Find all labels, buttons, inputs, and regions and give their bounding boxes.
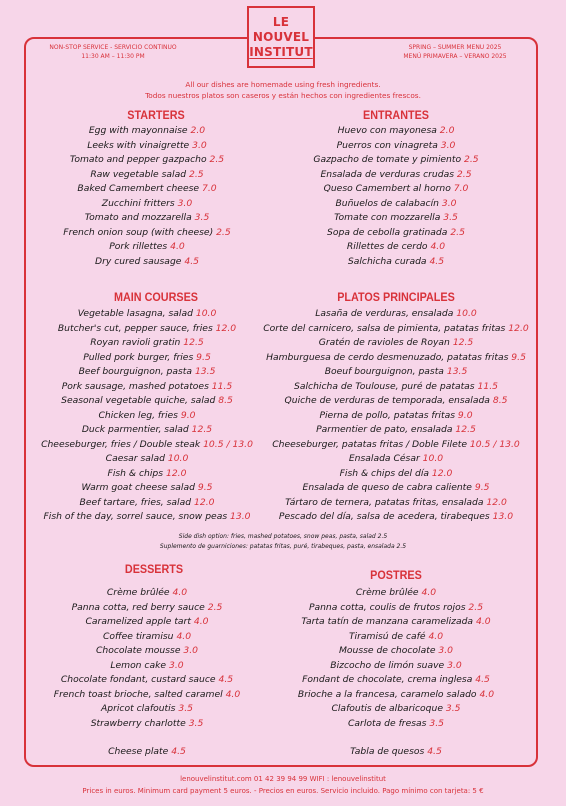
- menu-item-name: Fondant de chocolate, crema inglesa: [302, 674, 476, 685]
- platos-principales-list: [255, 307, 537, 525]
- menu-item: [0, 644, 294, 659]
- menu-item: [255, 394, 537, 409]
- main-courses-list: [0, 307, 294, 525]
- menu-item-name: Tabla de quesos: [350, 746, 428, 757]
- menu-item: [255, 365, 537, 380]
- menu-item: [0, 409, 294, 424]
- menu-item: [0, 182, 294, 197]
- menu-item-price: 2.5: [207, 601, 223, 613]
- menu-item: [0, 630, 294, 645]
- menu-item-price: 10.0: [195, 308, 217, 319]
- menu-item: [0, 438, 294, 453]
- intro-text: [60, 79, 506, 101]
- menu-item-price: 3.5: [178, 703, 194, 714]
- menu-item-price: 12.5: [452, 337, 474, 348]
- menu-item-price: 12.0: [431, 467, 453, 479]
- menu-item-name: Pork rillettes: [109, 241, 171, 252]
- menu-item-name: Crème brûlée: [106, 587, 173, 598]
- menu-item: [255, 211, 537, 226]
- menu-item-price: 13.5: [194, 366, 216, 377]
- menu-item-price: 3.0: [447, 659, 462, 671]
- menu-item-name: Cheeseburger, fries / Double steak: [41, 438, 204, 450]
- menu-item: [0, 586, 294, 601]
- menu-item-name: Tarta tatín de manzana caramelizada: [301, 616, 476, 627]
- section-title-entrantes: ENTRANTES: [362, 108, 430, 122]
- menu-item: [0, 394, 294, 409]
- menu-item-price: 4.0: [193, 616, 209, 627]
- menu-item: [255, 336, 537, 351]
- menu-item-name: Queso Camembert al horno: [323, 183, 454, 194]
- menu-item-name: Lemon cake: [110, 659, 170, 671]
- menu-item: [255, 745, 537, 760]
- menu-item: [255, 659, 537, 674]
- menu-item-name: Tártaro de ternera, patatas fritas, ensalada: [285, 496, 487, 508]
- footer-contact: lenouvelinstitut.com 01 42 39 94 99 WIFI : lenouvelinstitut: [180, 775, 386, 783]
- restaurant-logo: [247, 6, 315, 68]
- menu-item-name: Zucchini fritters: [101, 197, 178, 209]
- menu-item-price: 3.5: [194, 212, 210, 223]
- menu-item-price: 10.0: [456, 308, 477, 319]
- menu-item: [255, 702, 537, 717]
- menu-item-name: Corte del carnicero, salsa de pimienta, patatas fritas: [263, 322, 509, 334]
- menu-item-name: Tomato and mozzarella: [84, 212, 195, 223]
- intro-es: Todos nuestros platos son caseros y están hechos con ingredientes frescos.: [145, 91, 421, 101]
- menu-item: [255, 153, 537, 168]
- menu-item-name: Gazpacho de tomate y pimiento: [313, 154, 465, 165]
- menu-item-name: Fish & chips: [107, 467, 166, 479]
- menu-item: [255, 601, 537, 616]
- menu-item-price: 4.0: [176, 630, 192, 642]
- menu-item: [0, 673, 294, 688]
- menu-item: [255, 644, 537, 659]
- menu-item-name: Quiche de verduras de temporada, ensalada: [284, 395, 493, 406]
- menu-item-price: 3.0: [438, 645, 454, 656]
- menu-item-price: 4.0: [172, 587, 188, 598]
- menu-item-name: Duck parmentier, salad: [81, 424, 192, 435]
- menu-item-name: Puerros con vinagreta: [336, 139, 441, 151]
- menu-item-name: Parmentier de pato, ensalada: [316, 424, 456, 435]
- menu-item-name: Chocolate fondant, custard sauce: [60, 674, 219, 685]
- menu-item-price: 3.0: [441, 197, 457, 209]
- menu-item: [0, 423, 294, 438]
- menu-item-price: 3.0: [169, 659, 184, 671]
- menu-item-name: Leeks with vinaigrette: [87, 139, 193, 151]
- menu-item-name: Panna cotta, coulis de frutos rojos: [308, 601, 469, 613]
- menu-item-price: 3.5: [188, 717, 204, 729]
- menu-item-name: Beef bourguignon, pasta: [78, 366, 195, 377]
- menu-item-name: Pescado del día, salsa de acedera, tirabeques: [278, 511, 493, 522]
- menu-item-price: 11.5: [211, 380, 233, 392]
- menu-item-price: 13.0: [492, 511, 514, 522]
- menu-item-name: Tomate con mozzarella: [334, 212, 444, 223]
- section-title-desserts: DESSERTS: [124, 562, 184, 576]
- menu-item-name: Panna cotta, red berry sauce: [71, 601, 208, 613]
- menu-item: [255, 182, 537, 197]
- menu-season: [385, 43, 525, 61]
- menu-item-name: Ensalada César: [348, 453, 423, 464]
- menu-item-price: 9.5: [474, 482, 490, 493]
- menu-item: [0, 124, 294, 139]
- menu-item: [0, 255, 294, 270]
- season-en: SPRING – SUMMER MENU 2025: [408, 44, 502, 51]
- menu-item-name: Ensalada de verduras crudas: [320, 168, 457, 180]
- menu-item: [0, 168, 294, 183]
- menu-item-name: Butcher's cut, pepper sauce, fries: [57, 322, 216, 334]
- menu-item: [255, 586, 537, 601]
- postres-list: [255, 586, 537, 760]
- menu-item: [255, 481, 537, 496]
- menu-item-name: Fish & chips del día: [339, 467, 432, 479]
- menu-item-name: Salchicha de Toulouse, puré de patatas: [294, 380, 478, 392]
- menu-item-price: 4.0: [170, 241, 185, 252]
- menu-item: [0, 615, 294, 630]
- menu-item: [0, 688, 294, 703]
- section-title-platos-principales: PLATOS PRINCIPALES: [337, 290, 455, 304]
- desserts-list: [0, 586, 294, 760]
- menu-item: [0, 702, 294, 717]
- menu-item-name: Coffee tiramisu: [102, 630, 177, 642]
- service-hours-value: 11:30 AM – 11:30 PM: [81, 53, 145, 60]
- menu-item-name: Cheeseburger, patatas fritas / Doble Filete: [272, 438, 470, 450]
- menu-item-name: Fish of the day, sorrel sauce, snow peas: [43, 511, 231, 522]
- service-label: NON-STOP SERVICE - SERVICIO CONTINUO: [49, 44, 177, 51]
- menu-item-price: 7.0: [453, 183, 469, 194]
- menu-item-name: Royan ravioli gratin: [90, 337, 184, 348]
- menu-item-price: 3.5: [445, 703, 461, 714]
- menu-item: [0, 336, 294, 351]
- menu-item-name: Vegetable lasagna, salad: [77, 308, 196, 319]
- menu-item: [255, 409, 537, 424]
- menu-item-name: French toast brioche, salted caramel: [53, 688, 226, 700]
- section-title-postres: POSTRES: [370, 568, 422, 582]
- menu-item: [0, 467, 294, 482]
- menu-item-price: 2.5: [450, 226, 465, 238]
- menu-item: [255, 423, 537, 438]
- menu-item-name: Salchicha curada: [347, 255, 430, 267]
- menu-item-price: 2.5: [209, 154, 225, 165]
- menu-item-price: 9.0: [457, 409, 473, 421]
- menu-item: [0, 481, 294, 496]
- menu-item: [0, 153, 294, 168]
- menu-item: [0, 659, 294, 674]
- menu-item: [255, 380, 537, 395]
- menu-item-name: Crème brûlée: [355, 587, 422, 598]
- menu-item-name: Carlota de fresas: [348, 717, 430, 729]
- menu-item: [255, 255, 537, 270]
- menu-item-price: 13.5: [446, 366, 468, 377]
- intro-en: All our dishes are homemade using fresh ingredients.: [185, 80, 381, 89]
- menu-item-name: Chicken leg, fries: [98, 409, 181, 421]
- menu-item: [255, 226, 537, 241]
- menu-item: [255, 438, 537, 453]
- menu-item: [0, 211, 294, 226]
- menu-item-price: 10.5 / 13.0: [203, 438, 253, 450]
- section-title-starters: STARTERS: [127, 108, 185, 122]
- menu-item-price: 8.5: [492, 395, 508, 406]
- menu-item-name: Huevo con mayonesa: [337, 125, 440, 136]
- menu-item-price: 3.0: [440, 139, 456, 151]
- menu-item-name: Apricot clafoutis: [100, 703, 179, 714]
- menu-item: [255, 673, 537, 688]
- menu-item-name: Boeuf bourguignon, pasta: [324, 366, 447, 377]
- menu-item: [0, 240, 294, 255]
- menu-item-price: 9.0: [180, 409, 196, 421]
- menu-item-price: 2.5: [468, 601, 484, 613]
- menu-item: [0, 510, 294, 525]
- menu-item-name: Mousse de chocolate: [338, 645, 439, 656]
- menu-item-price: 12.0: [508, 322, 529, 334]
- menu-item: [255, 467, 537, 482]
- menu-item-price: 12.0: [165, 467, 187, 479]
- menu-item-price: 2.0: [439, 125, 455, 136]
- menu-item: [0, 307, 294, 322]
- menu-item: [255, 307, 537, 322]
- menu-item-name: Strawberry charlotte: [90, 717, 189, 729]
- menu-item: [0, 322, 294, 337]
- menu-item-price: 10.0: [167, 453, 189, 464]
- menu-item-price: 9.5: [196, 351, 211, 363]
- side-note-en: Side dish option: fries, mashed potatoes, snow peas, pasta, salad 2.5: [178, 533, 388, 540]
- menu-item: [0, 717, 294, 732]
- menu-item-price: 10.5 / 13.0: [469, 438, 520, 450]
- menu-item-name: Gratén de ravioles de Royan: [318, 337, 453, 348]
- menu-item-price: 8.5: [218, 395, 233, 406]
- menu-item-name: Pierna de pollo, patatas fritas: [319, 409, 458, 421]
- menu-item: [0, 380, 294, 395]
- menu-item-price: 4.5: [427, 746, 442, 757]
- menu-item-price: 3.0: [177, 197, 193, 209]
- menu-item-name: Rillettes de cerdo: [346, 241, 431, 252]
- menu-item: [0, 365, 294, 380]
- footer-payment: Prices in euros. Minimum card payment 5 euros. - Precios en euros. Servicio incluido. Pago mínimo con tarjeta: 5 €: [82, 787, 484, 795]
- menu-item-price: 9.5: [511, 351, 526, 363]
- menu-item-price: 3.0: [192, 139, 207, 151]
- menu-item-price: 4.5: [475, 674, 490, 685]
- menu-item-name: Pulled pork burger, fries: [83, 351, 197, 363]
- menu-item-name: Egg with mayonnaise: [88, 125, 191, 136]
- menu-item-name: Chocolate mousse: [95, 645, 184, 656]
- menu-item: [255, 630, 537, 645]
- menu-item: [255, 197, 537, 212]
- menu-item-price: 12.5: [455, 424, 476, 435]
- menu-item: [255, 452, 537, 467]
- menu-item-name: Sopa de cebolla gratinada: [327, 226, 451, 238]
- menu-item: [255, 124, 537, 139]
- menu-item-name: Caramelized apple tart: [85, 616, 194, 627]
- menu-item-name: Pork sausage, mashed potatoes: [61, 380, 212, 392]
- menu-item-price: 4.0: [428, 630, 444, 642]
- starters-list: [0, 124, 294, 269]
- menu-item-price: 13.0: [230, 511, 251, 522]
- menu-item-name: French onion soup (with cheese): [63, 226, 217, 238]
- menu-item-price: 12.5: [191, 424, 213, 435]
- menu-item-price: 3.0: [183, 645, 199, 656]
- menu-item-name: Cheese plate: [108, 746, 172, 757]
- season-es: MENÚ PRIMAVERA – VERANO 2025: [403, 53, 507, 60]
- menu-item: [255, 496, 537, 511]
- menu-item-name: Hamburguesa de cerdo desmenuzado, patatas fritas: [266, 351, 512, 363]
- menu-item-price: 4.0: [479, 688, 495, 700]
- side-note-es: Suplemento de guarniciones: patatas fritas, puré, tirabeques, pasta, ensalada 2.5: [159, 543, 407, 550]
- menu-item: [0, 351, 294, 366]
- menu-item-price: 2.5: [456, 168, 472, 180]
- menu-item: [0, 197, 294, 212]
- menu-item-name: Buñuelos de calabacín: [335, 197, 442, 209]
- menu-item-price: 2.5: [216, 226, 231, 238]
- menu-item-name: Ensalada de queso de cabra caliente: [302, 482, 475, 493]
- menu-item-price: 12.0: [194, 496, 215, 508]
- menu-item-price: 10.0: [422, 453, 444, 464]
- menu-item: [0, 226, 294, 241]
- side-dish-note: [60, 532, 506, 552]
- menu-item-price: 2.5: [188, 168, 204, 180]
- menu-item-price: 4.5: [171, 746, 186, 757]
- menu-item-price: 4.5: [429, 255, 445, 267]
- menu-item-price: 9.5: [197, 482, 213, 493]
- menu-item: [255, 717, 537, 732]
- menu-item: [255, 351, 537, 366]
- menu-item-name: Seasonal vegetable quiche, salad: [61, 395, 219, 406]
- menu-item-name: Brioche a la francesa, caramelo salado: [297, 688, 480, 700]
- menu-item-price: 12.0: [486, 496, 507, 508]
- menu-item: [255, 139, 537, 154]
- menu-item-price: 4.0: [421, 587, 437, 598]
- menu-item-price: 4.0: [225, 688, 241, 700]
- service-hours: [38, 43, 188, 61]
- menu-item-name: Tiramisú de café: [348, 630, 429, 642]
- menu-item-name: Baked Camembert cheese: [77, 183, 202, 194]
- menu-item-price: 3.5: [429, 717, 444, 729]
- menu-item-name: Clafoutis de albaricoque: [331, 703, 446, 714]
- menu-item: [0, 601, 294, 616]
- section-title-main-courses: MAIN COURSES: [113, 290, 199, 304]
- menu-item-price: 4.0: [430, 241, 446, 252]
- menu-item-price: 11.5: [477, 380, 498, 392]
- entrantes-list: [255, 124, 537, 269]
- menu-item: [255, 168, 537, 183]
- menu-item-name: Caesar salad: [105, 453, 168, 464]
- menu-item-price: 12.0: [215, 322, 237, 334]
- logo-line-2: INSTITUT: [249, 44, 313, 59]
- menu-item-price: 12.5: [183, 337, 204, 348]
- menu-item: [0, 452, 294, 467]
- menu-item-name: Raw vegetable salad: [90, 168, 189, 180]
- menu-item: [0, 139, 294, 154]
- menu-item-price: 4.5: [184, 255, 199, 267]
- menu-item-price: 3.5: [443, 212, 458, 223]
- menu-item: [255, 510, 537, 525]
- menu-item: [0, 496, 294, 511]
- menu-item-name: Lasaña de verduras, ensalada: [315, 308, 457, 319]
- menu-item-name: Dry cured sausage: [95, 255, 185, 267]
- logo-line-1: LE NOUVEL: [252, 14, 310, 44]
- menu-item-price: 2.0: [190, 125, 206, 136]
- menu-item: [255, 322, 537, 337]
- menu-item: [255, 615, 537, 630]
- menu-item-price: 2.5: [464, 154, 479, 165]
- menu-item: [0, 745, 294, 760]
- menu-item-price: 4.0: [475, 616, 491, 627]
- spacer: [255, 731, 537, 745]
- menu-item: [255, 688, 537, 703]
- menu-item-name: Warm goat cheese salad: [81, 482, 198, 493]
- menu-item-name: Bizcocho de limón suave: [330, 659, 448, 671]
- spacer: [0, 731, 294, 745]
- menu-item: [255, 240, 537, 255]
- menu-item-price: 4.5: [218, 674, 234, 685]
- menu-item-name: Tomato and pepper gazpacho: [69, 154, 210, 165]
- menu-item-name: Beef tartare, fries, salad: [79, 496, 194, 508]
- menu-item-price: 7.0: [201, 183, 217, 194]
